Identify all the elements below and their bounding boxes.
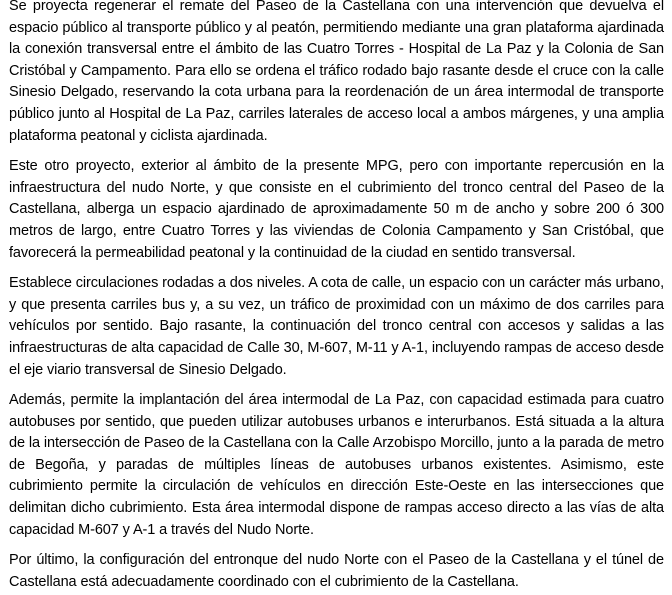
paragraph-entronque-nudo-norte: Por último, la configuración del entronque del nudo Norte con el Paseo de la Castellana y el túnel de Castellana está adecuadamente coordinado con el cubrimiento de la Castellana. xyxy=(9,552,664,590)
paragraph-remate-castellana: Se proyecta regenerar el remate del Paseo de la Castellana con una intervención que devuelva el espacio público al transporte público y al peatón, permitiendo mediante una gran plataforma ajardinada la conexión transversal entre el ámbito de las Cuatro Torres - Hospital de La Paz y la Colonia de San Cristóbal y Campamento. Para ello se ordena el tráfico rodado bajo rasante desde el cruce con la calle Sinesio Delgado, reservando la cota urbana para la reordenación de un área intermodal de transporte público junto al Hospital de La Paz, carriles laterales de acceso local a ambos márgenes, y una amplia plataforma peatonal y ciclista ajardinada. xyxy=(9,0,664,144)
paragraph-circulaciones-rodadas: Establece circulaciones rodadas a dos niveles. A cota de calle, un espacio con un carácter más urbano, y que presenta carriles bus y, a su vez, un tráfico de proximidad con un máximo de dos carriles para vehículos por sentido. Bajo rasante, la continuación del tronco central con accesos y salidas a las infraestructuras de alta capacidad de Calle 30, M-607, M-11 y A-1, incluyendo rampas de acceso desde el eje viario transversal de Sinesio Delgado. xyxy=(9,275,664,378)
paragraph-area-intermodal: Además, permite la implantación del área intermodal de La Paz, con capacidad estimada para cuatro autobuses por sentido, que pueden utilizar autobuses urbanos e interurbanos. Está situada a la altura de la intersección de Paseo de la Castellana con la Calle Arzobispo Morcillo, junto a la parada de metro de Begoña, y paradas de múltiples líneas de autobuses urbanos existentes. Asimismo, este cubrimiento permite la circulación de vehículos en dirección Este-Oeste en las intersecciones que delimitan dicho cubrimiento. Esta área intermodal dispone de rampas acceso directo a las vías de alta capacidad M-607 y A-1 a través del Nudo Norte. xyxy=(9,392,664,538)
paragraph-cubrimiento-tronco-central: Este otro proyecto, exterior al ámbito de la presente MPG, pero con importante repercusión en la infraestructura del nudo Norte, y que consiste en el cubrimiento del tronco central del Paseo de la Castellana, alberga un espacio ajardinado de aproximadamente 50 m de ancho y sobre 200 ó 300 metros de largo, entre Cuatro Torres y las viviendas de Colonia Campamento y San Cristóbal, que favorecerá la permeabilidad peatonal y la continuidad de la ciudad en sentido transversal. xyxy=(9,158,664,261)
